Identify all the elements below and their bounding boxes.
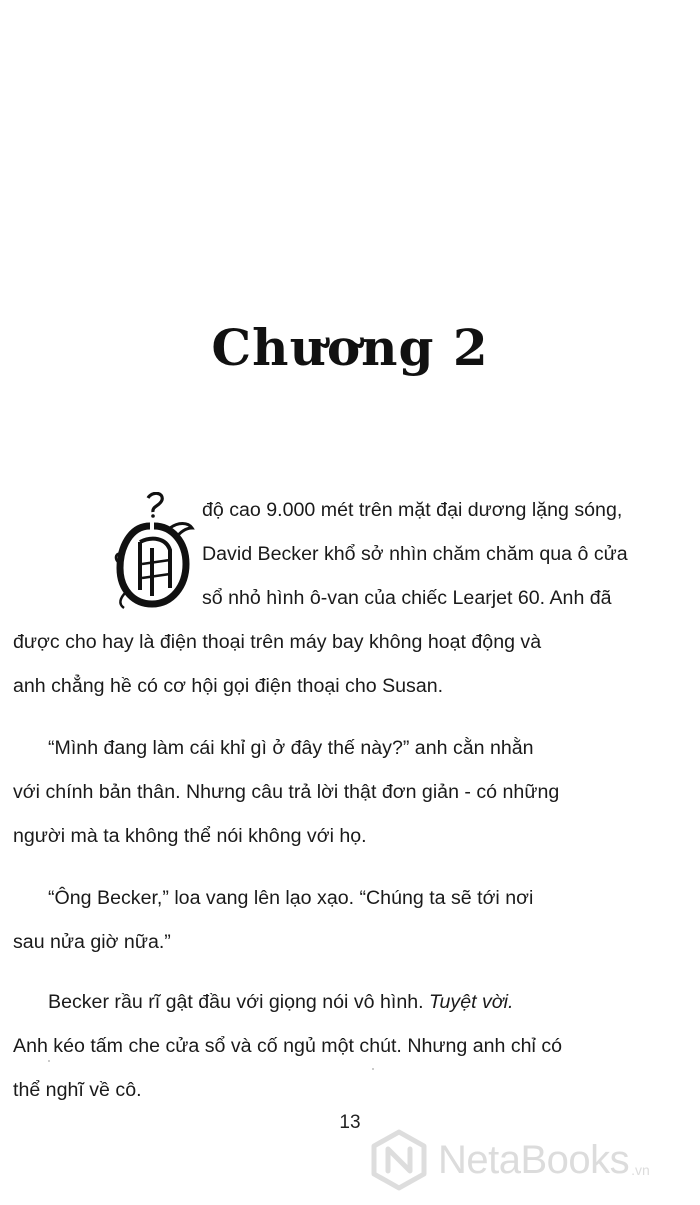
text-line: “Mình đang làm cái khỉ gì ở đây thế này?” anh cằn nhằn — [48, 737, 534, 759]
text-line: với chính bản thân. Nhưng câu trả lời thật đơn giản - có những — [13, 781, 560, 803]
paragraph-1 — [13, 488, 656, 708]
text-line: được cho hay là điện thoại trên máy bay không hoạt động và — [13, 631, 542, 653]
netabooks-logo-icon — [368, 1129, 430, 1191]
paragraph-2 — [13, 726, 656, 858]
text-line: sổ nhỏ hình ô-van của chiếc Learjet 60. Anh đã — [202, 587, 612, 609]
text-line: người mà ta không thể nói không với họ. — [13, 825, 367, 847]
drop-cap-o-icon — [112, 492, 196, 610]
emphasis-text: Tuyệt vời. — [429, 991, 514, 1013]
text-line — [13, 980, 656, 1024]
scan-speck — [48, 1060, 50, 1062]
text-line: anh chẳng hề có cơ hội gọi điện thoại cho Susan. — [13, 675, 444, 697]
text-line: Anh kéo tấm che cửa sổ và cố ngủ một chút. Nhưng anh chỉ có — [13, 1035, 563, 1057]
paragraph-3 — [13, 876, 656, 964]
text-line: độ cao 9.000 mét trên mặt đại dương lặng sóng, — [202, 499, 623, 521]
drop-cap-ornament — [112, 492, 196, 610]
watermark-brand: NetaBooks — [438, 1137, 630, 1182]
scan-speck — [372, 1068, 374, 1070]
text-line: sau nửa giờ nữa.” — [13, 931, 171, 953]
text-line: “Ông Becker,” loa vang lên lạo xạo. “Chúng ta sẽ tới nơi — [48, 887, 534, 909]
page-number: 13 — [339, 1112, 361, 1133]
chapter-body — [13, 488, 656, 1112]
chapter-title: Chương 2 — [211, 318, 489, 377]
paragraph-4 — [13, 980, 656, 1112]
text-run: Becker rầu rĩ gật đầu với giọng nói vô hình. — [48, 991, 429, 1013]
watermark-suffix: .vn — [631, 1162, 650, 1178]
text-line: David Becker khổ sở nhìn chăm chăm qua ô cửa — [202, 543, 628, 565]
watermark — [368, 1128, 698, 1192]
text-line: thể nghĩ về cô. — [13, 1079, 142, 1101]
